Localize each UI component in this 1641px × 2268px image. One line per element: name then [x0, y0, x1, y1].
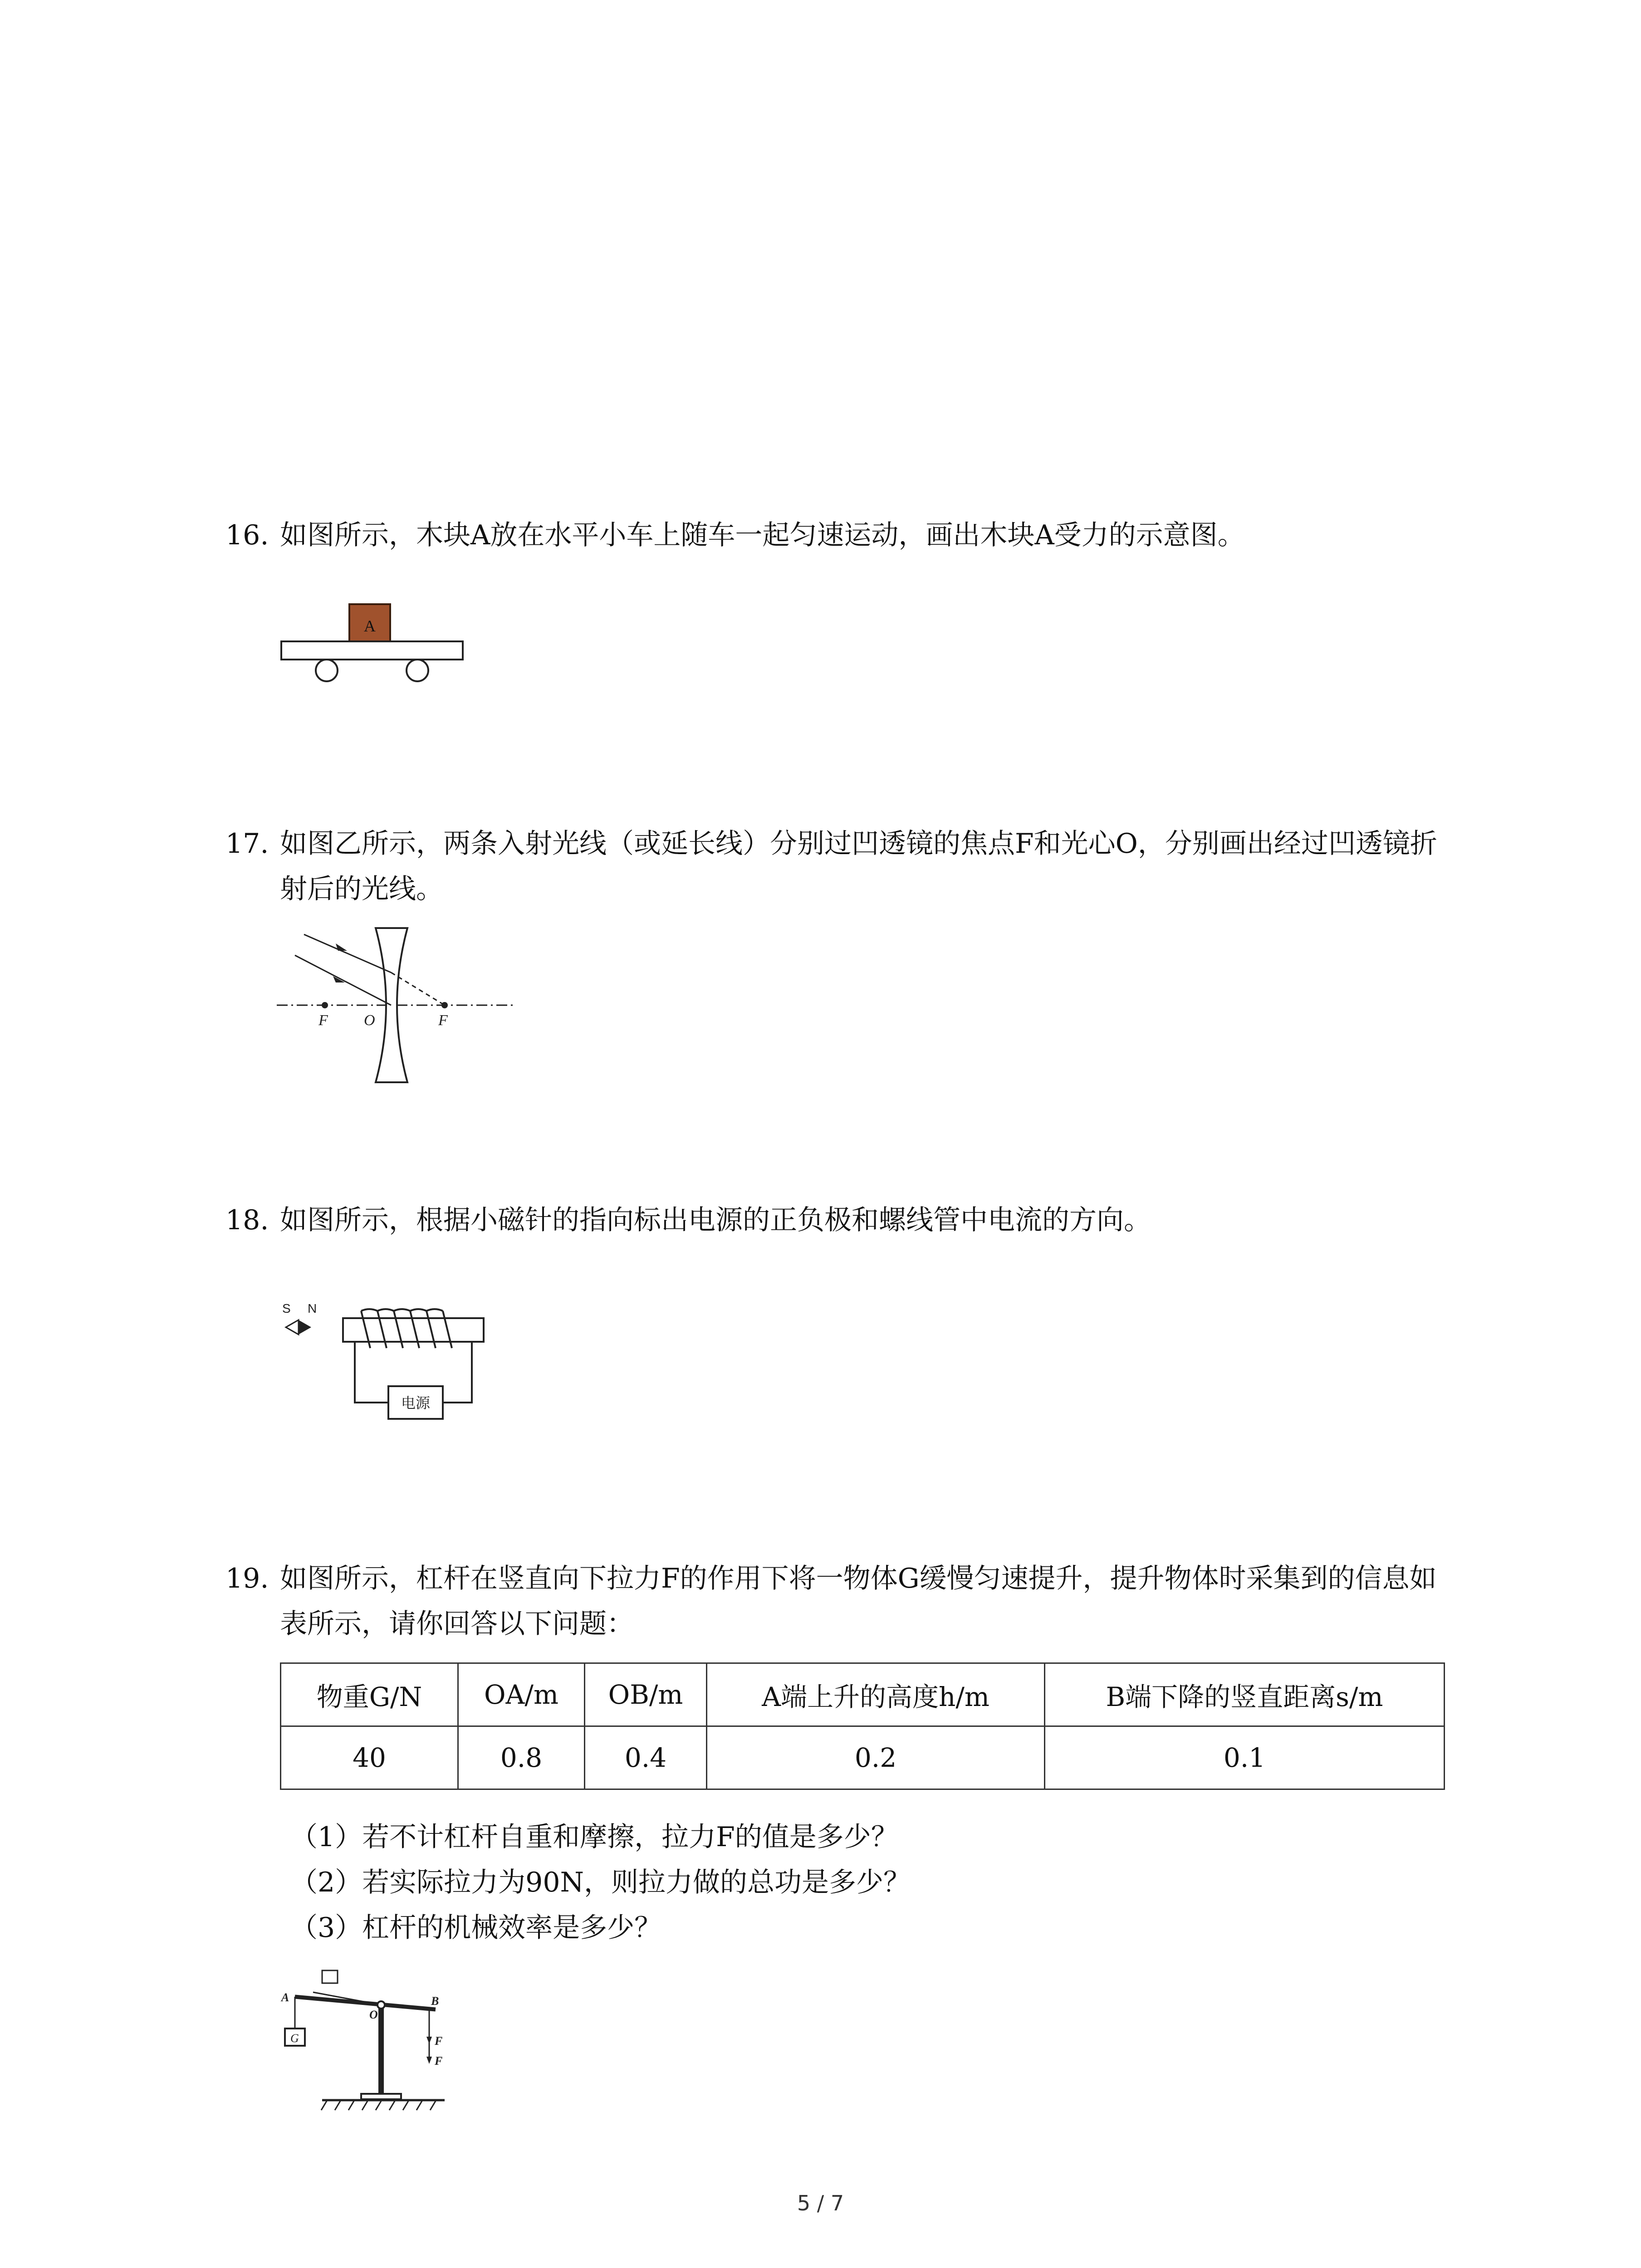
solenoid-circuit-figure — [281, 1297, 499, 1442]
question-19 — [225, 1556, 1450, 1647]
table-cell: 0.2 — [707, 1726, 1045, 1789]
cart-block-figure — [277, 599, 472, 703]
compass-needle-n — [299, 1320, 311, 1334]
data-table — [280, 1662, 1445, 1790]
label-a: A — [281, 1991, 289, 2004]
table-cell: 0.8 — [458, 1726, 585, 1789]
ray-extension — [391, 973, 445, 1005]
table-header-cell: OB/m — [585, 1663, 707, 1726]
wire — [443, 1342, 472, 1403]
concave-lens-figure — [272, 925, 517, 1089]
sub-question-1: （1）若不计杠杆自重和摩擦，拉力F的值是多少？ — [290, 1821, 898, 1853]
table-cell: 0.4 — [585, 1726, 707, 1789]
label-s: S — [282, 1301, 291, 1315]
fulcrum — [377, 2001, 385, 2009]
question-number: 16. — [225, 519, 269, 551]
label-g: G — [290, 2032, 299, 2045]
question-stem: 如图所示，木块A放在水平小车上随车一起匀速运动，画出木块A受力的示意图。 — [280, 519, 1245, 551]
table-row — [281, 1726, 1445, 1789]
question-number: 19. — [225, 1563, 269, 1594]
table-header-cell: OA/m — [458, 1663, 585, 1726]
label-f-right: F — [438, 1012, 448, 1029]
lever-figure — [272, 1960, 463, 2114]
label-o: O — [369, 2008, 378, 2021]
table-header-row — [281, 1663, 1445, 1726]
small-box — [322, 1970, 338, 1983]
label-b: B — [431, 1994, 439, 2008]
table-header-cell: A端上升的高度h/m — [707, 1663, 1045, 1726]
page-number: 5 / 7 — [797, 2191, 844, 2215]
block-label: A — [364, 617, 376, 635]
question-stem: 如图所示，杠杆在竖直向下拉力F的作用下将一物体G缓慢匀速提升，提升物体时采集到的信息如表所示，请你回答以下问题： — [280, 1563, 1437, 1640]
sub-question-2: （2）若实际拉力为90N，则拉力做的总功是多少？ — [290, 1867, 911, 1898]
arrow-icon — [426, 2057, 432, 2064]
label-f2: F — [435, 2054, 443, 2068]
question-number: 17. — [225, 828, 269, 860]
label-o: O — [364, 1012, 375, 1029]
question-17 — [225, 821, 1450, 912]
focus-point — [441, 1002, 448, 1008]
table-cell: 0.1 — [1045, 1726, 1445, 1789]
label-n: N — [308, 1301, 317, 1315]
arrow-icon — [333, 976, 345, 982]
question-stem: 如图所示，根据小磁针的指向标出电源的正负极和螺线管中电流的方向。 — [280, 1204, 1151, 1236]
table-header-cell: 物重G/N — [281, 1663, 458, 1726]
cart-wheel — [316, 660, 338, 681]
incident-ray — [295, 955, 391, 1005]
question-number: 18. — [225, 1204, 269, 1236]
wire — [355, 1342, 388, 1403]
power-source-label: 电源 — [401, 1394, 431, 1412]
sub-question-3: （3）杠杆的机械效率是多少？ — [290, 1912, 662, 1944]
cart-body — [281, 641, 463, 660]
label-f-left: F — [318, 1012, 328, 1029]
base-plate — [361, 2094, 401, 2099]
arrow-icon — [426, 2037, 432, 2044]
table-cell: 40 — [281, 1726, 458, 1789]
ground-hatching — [321, 2101, 436, 2110]
focus-point — [322, 1002, 328, 1008]
lever-bar — [295, 1997, 436, 2009]
table-header-cell: B端下降的竖直距离s/m — [1045, 1663, 1445, 1726]
cart-wheel — [407, 660, 428, 681]
question-stem: 如图乙所示，两条入射光线（或延长线）分别过凹透镜的焦点F和光心O，分别画出经过凹透镜折射后的光线。 — [280, 828, 1437, 905]
compass-needle-s — [286, 1320, 299, 1334]
label-f1: F — [435, 2034, 443, 2048]
